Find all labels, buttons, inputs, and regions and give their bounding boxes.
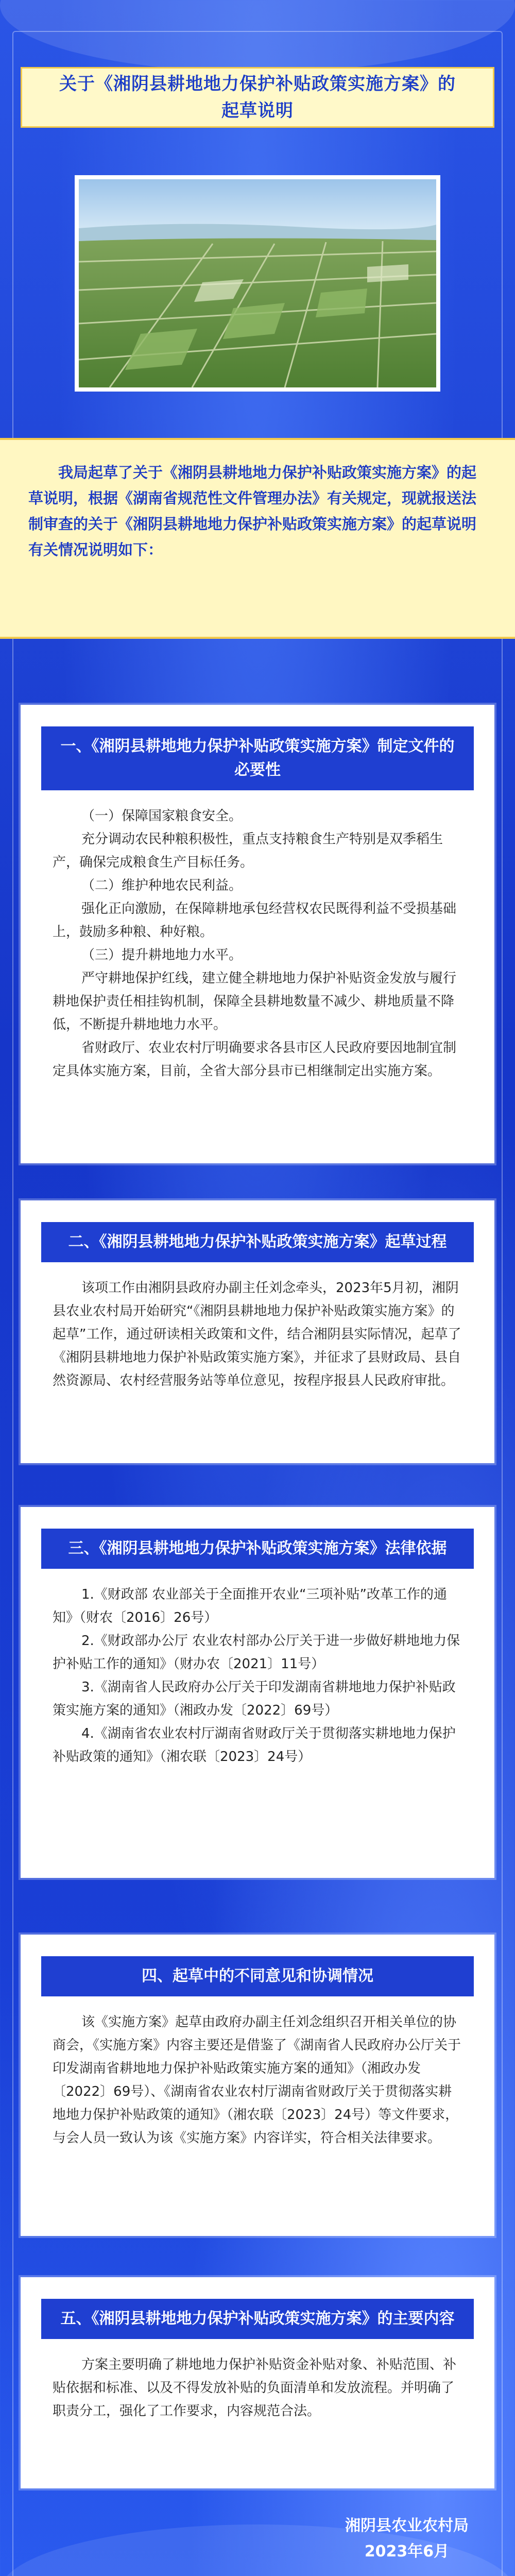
- paragraph: 充分调动农民种粮积极性，重点支持粮食生产特别是双季稻生产，确保完成粮食生产目标任务。: [53, 832, 443, 870]
- subheading: （二）维护种地农民利益。: [81, 878, 243, 893]
- intro-box: [0, 438, 515, 639]
- paragraph: 严守耕地保护红线，建立健全耕地地力保护补贴资金发放与履行耕地保护责任相挂钩机制，保障全县耕地数量不减少、耕地质量不降低，不断提升耕地地力水平。: [53, 971, 457, 1032]
- legal-basis-item: 3.《湖南省人民政府办公厅关于印发湖南省耕地地力保护补贴政策实施方案的通知》（湘政办发〔2022〕69号）: [53, 1680, 456, 1718]
- section-heading: 四、起草中的不同意见和协调情况: [41, 1956, 474, 1996]
- paragraph: 方案主要明确了耕地地力保护补贴资金补贴对象、补贴范围、补贴依据和标准、以及不得发放补贴的负面清单和发放流程。并明确了职责分工，强化了工作要求，内容规范合法。: [53, 2357, 457, 2419]
- legal-basis-item: 4.《湖南省农业农村厅湖南省财政厅关于贯彻落实耕地地力保护补贴政策的通知》（湘农联〔2023〕24号）: [53, 1726, 456, 1765]
- section-body: [21, 2339, 494, 2438]
- section-heading: 二、《湘阴县耕地地力保护补贴政策实施方案》起草过程: [41, 1222, 474, 1262]
- footer-signature: [345, 2513, 469, 2565]
- footer-date: 2023年6月: [364, 2543, 450, 2561]
- section-opinions-coordination: [21, 1935, 494, 2236]
- paragraph: 该项工作由湘阴县政府办副主任刘念牵头，2023年5月初，湘阴县农业农村局开始研究“《湘阴县耕地地力保护补贴政策实施方案》的起草”工作，通过研读相关政策和文件，结合湘阴县实际情况，起草了《湘阴县耕地地力保护补贴政策实施方案》，并征求了县财政局、县自然资源局、农村经营服务站等单位意见，按程序报县人民政府审批。: [53, 1280, 461, 1388]
- section-heading: 五、《湘阴县耕地地力保护补贴政策实施方案》的主要内容: [41, 2299, 474, 2339]
- paragraph: 强化正向激励，在保障耕地承包经营权农民既得利益不受损基础上，鼓励多种粮、种好粮。: [53, 901, 457, 940]
- section-drafting-process: [21, 1200, 494, 1463]
- section-necessity: [21, 705, 494, 1163]
- section-body: [21, 790, 494, 1098]
- section-body: [21, 1262, 494, 1408]
- page-title-line1: 关于《湘阴县耕地地力保护补贴政策实施方案》的: [59, 74, 456, 94]
- farmland-illustration: [79, 179, 436, 387]
- page-title: [59, 71, 456, 124]
- section-body: [21, 1996, 494, 2165]
- footer-org: 湘阴县农业农村局: [345, 2517, 469, 2535]
- subheading: （一）保障国家粮食安全。: [81, 808, 243, 824]
- farmland-aerial-photo: [75, 175, 440, 392]
- section-heading: 三、《湘阴县耕地地力保护补贴政策实施方案》法律依据: [41, 1529, 474, 1569]
- section-body: [21, 1569, 494, 1784]
- paragraph: 省财政厅、农业农村厅明确要求各县市区人民政府要因地制宜制定具体实施方案，目前，全省大部分县市已相继制定出实施方案。: [53, 1040, 457, 1079]
- page-title-box: [21, 67, 494, 128]
- subheading: （三）提升耕地地力水平。: [81, 947, 243, 963]
- legal-basis-item: 2.《财政部办公厅 农业农村部办公厅关于进一步做好耕地地力保护补贴工作的通知》（财办农〔2021〕11号）: [53, 1633, 460, 1672]
- paragraph: 该《实施方案》起草由政府办副主任刘念组织召开相关单位的协商会，《实施方案》内容主要还是借鉴了《湖南省人民政府办公厅关于印发湖南省耕地地力保护补贴政策实施方案的通知》（湘政办发〔2022〕69号）、《湖南省农业农村厅湖南省财政厅关于贯彻落实耕地地力保护补贴政策的通知》（湘农联〔2023〕24号）等文件要求，与会人员一致认为该《实施方案》内容详实，符合相关法律要求。: [53, 2014, 461, 2146]
- intro-paragraph: 我局起草了关于《湘阴县耕地地力保护补贴政策实施方案》的起草说明，根据《湖南省规范性文件管理办法》有关规定，现就报送法制审查的关于《湘阴县耕地地力保护补贴政策实施方案》的起草说明有关情况说明如下：: [28, 464, 477, 558]
- section-main-content: [21, 2277, 494, 2488]
- legal-basis-item: 1.《财政部 农业部关于全面推开农业“三项补贴”改革工作的通知》（财农〔2016〕26号）: [53, 1587, 448, 1625]
- section-legal-basis: [21, 1507, 494, 1878]
- section-heading: 一、《湘阴县耕地地力保护补贴政策实施方案》制定文件的必要性: [41, 726, 474, 790]
- page-title-line2: 起草说明: [221, 100, 294, 121]
